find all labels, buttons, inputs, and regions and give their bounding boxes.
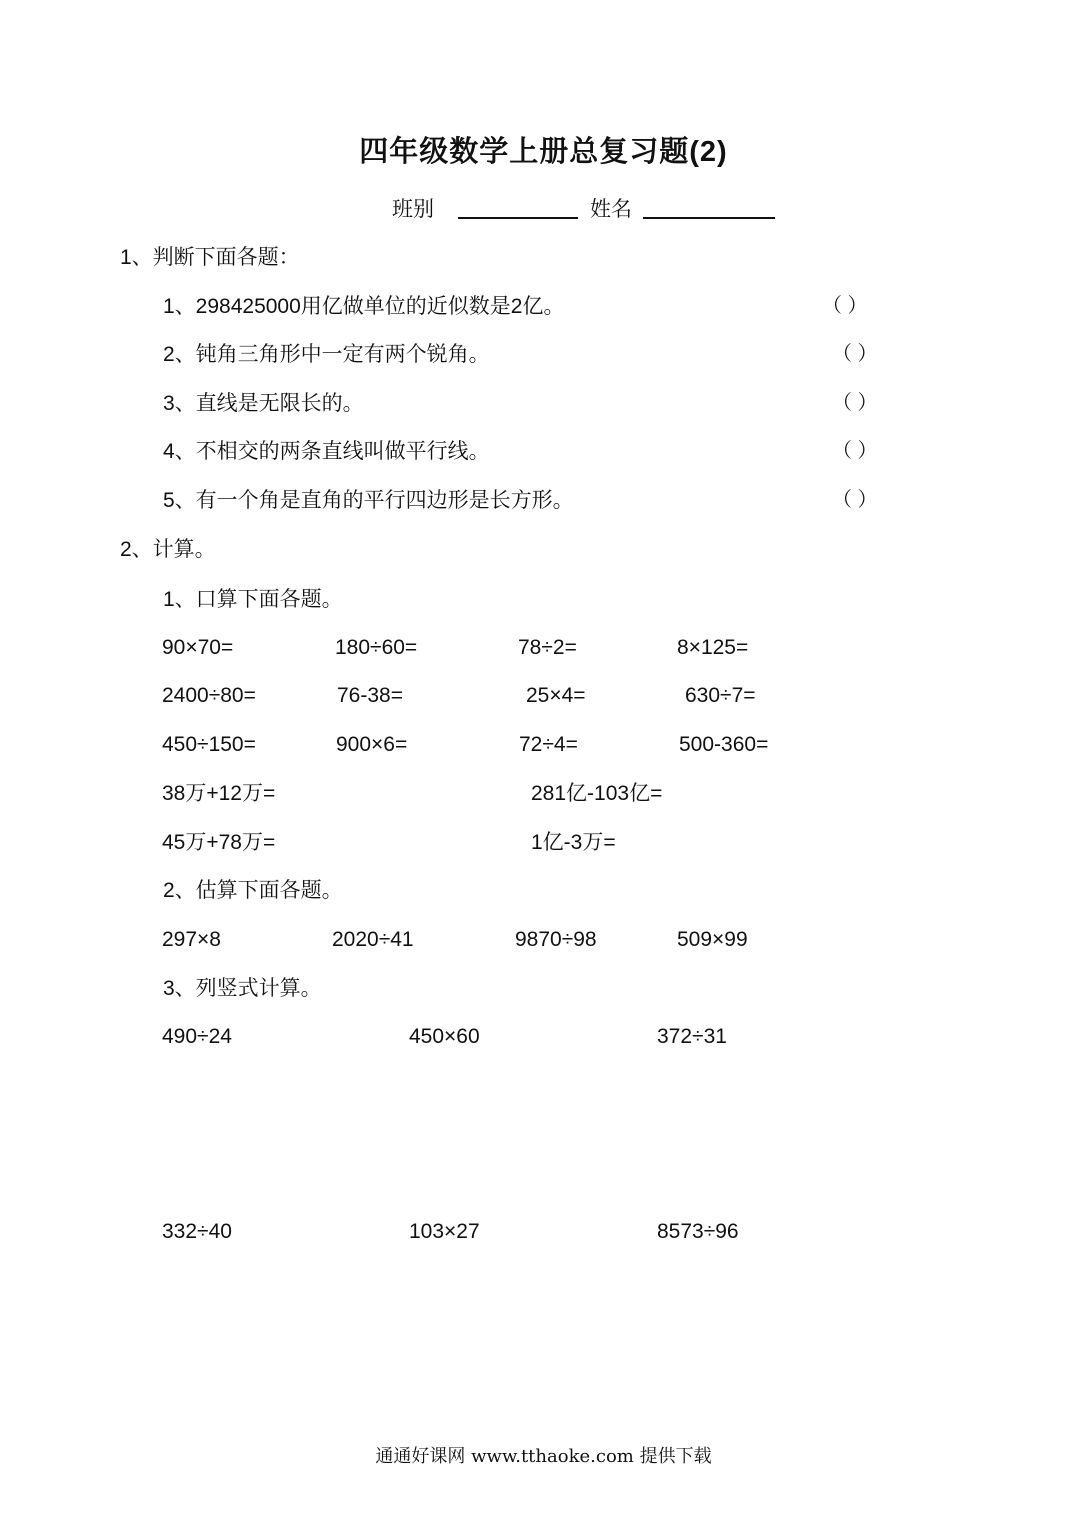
mental-math-item: 8×125=	[677, 636, 749, 659]
page-title: 四年级数学上册总复习题(2)	[359, 136, 728, 168]
judge-answer-bracket-3[interactable]: （ ）	[832, 392, 878, 414]
vertical-calc-item: 450×60	[409, 1025, 480, 1048]
mental-math-item: 25×4=	[526, 684, 586, 707]
judge-item-5: 5、有一个角是直角的平行四边形是长方形。	[163, 489, 574, 512]
class-label: 班别	[392, 198, 434, 221]
mental-math-item: 45万+78万=	[162, 831, 276, 854]
judge-answer-bracket-1[interactable]: （ ）	[822, 295, 868, 317]
mental-math-item: 78÷2=	[518, 636, 577, 659]
mental-math-item: 76-38=	[337, 684, 403, 707]
estimation-item: 9870÷98	[515, 928, 597, 951]
vertical-calc-item: 332÷40	[162, 1220, 232, 1243]
estimation-heading: 2、估算下面各题。	[163, 879, 343, 902]
mental-math-item: 450÷150=	[162, 733, 256, 756]
estimation-item: 509×99	[677, 928, 748, 951]
mental-math-item: 630÷7=	[685, 684, 756, 707]
estimation-item: 2020÷41	[332, 928, 414, 951]
vertical-calc-item: 8573÷96	[657, 1220, 739, 1243]
mental-math-heading: 1、口算下面各题。	[163, 588, 343, 611]
judge-item-4: 4、不相交的两条直线叫做平行线。	[163, 440, 490, 463]
name-label: 姓名	[590, 198, 632, 221]
class-blank-line[interactable]	[458, 217, 578, 219]
vertical-calc-item: 490÷24	[162, 1025, 232, 1048]
judge-item-1: 1、298425000用亿做单位的近似数是2亿。	[163, 295, 565, 318]
vertical-calc-item: 103×27	[409, 1220, 480, 1243]
mental-math-item: 1亿-3万=	[531, 831, 616, 854]
judge-answer-bracket-4[interactable]: （ ）	[832, 440, 878, 462]
mental-math-item: 180÷60=	[335, 636, 418, 659]
estimation-item: 297×8	[162, 928, 221, 951]
mental-math-item: 38万+12万=	[162, 782, 276, 805]
mental-math-item: 500-360=	[679, 733, 769, 756]
vertical-calc-heading: 3、列竖式计算。	[163, 977, 322, 1000]
mental-math-item: 90×70=	[162, 636, 234, 659]
name-blank-line[interactable]	[643, 217, 775, 219]
footer-credit: 通通好课网 www.tthaoke.com 提供下载	[375, 1446, 712, 1467]
judge-answer-bracket-5[interactable]: （ ）	[832, 489, 878, 511]
vertical-calc-item: 372÷31	[657, 1025, 727, 1048]
mental-math-item: 2400÷80=	[162, 684, 256, 707]
section2-heading: 2、计算。	[120, 538, 216, 561]
judge-item-3: 3、直线是无限长的。	[163, 392, 364, 415]
mental-math-item: 72÷4=	[519, 733, 578, 756]
section1-heading: 1、判断下面各题：	[120, 246, 300, 269]
judge-item-2: 2、钝角三角形中一定有两个锐角。	[163, 343, 490, 366]
mental-math-item: 900×6=	[336, 733, 408, 756]
mental-math-item: 281亿-103亿=	[531, 782, 663, 805]
judge-answer-bracket-2[interactable]: （ ）	[832, 343, 878, 365]
